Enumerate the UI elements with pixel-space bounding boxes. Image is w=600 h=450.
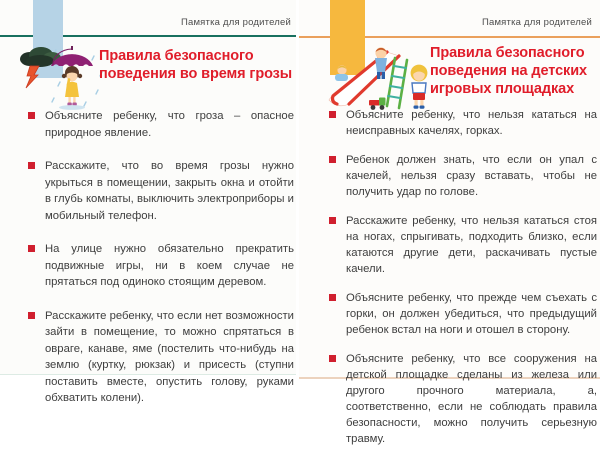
bullet-item: Объясните ребенку, что прежде чем съехать с горки, он должен убедиться, что предыдущий ребенок встал на ноги и отошел в сторону. [329,290,597,338]
bullet-square-icon [28,112,35,119]
bullet-list [28,108,294,424]
bullet-square-icon [329,294,336,301]
bullet-square-icon [28,312,35,319]
bullet-square-icon [329,111,336,118]
bullet-list [329,107,597,450]
page-title: Правила безопасного поведения на детских игровых площадках [430,45,587,97]
standing-boy-figure [411,65,428,109]
bullet-square-icon [329,156,336,163]
bullet-item: Расскажите ребенку, что если нет возможности зайти в помещение, то можно спрятаться в овраге, канаве, яме (постелить что-нибудь на землю (куртку, рюкзак) и присесть (ступни поставить вместе, опустить голову, руками обхватить колени). [28,308,294,407]
girl-figure [59,66,85,110]
bullet-item: Расскажите, что во время грозы нужно укрыться в помещении, закрыть окна и отойти в глубь комнаты, выключить электроприборы и мобильный телефон. [28,158,294,224]
bullet-square-icon [28,245,35,252]
bullet-square-icon [329,217,336,224]
bullet-item: Ребенок должен знать, что если он упал с качелей, нельзя сразу вставать, чтобы не получить удар по голове. [329,152,597,200]
page-header-label: Памятка для родителей [481,17,592,28]
page-title: Правила безопасного поведения во время грозы [99,48,293,82]
bullet-item: Объясните ребенку, что нельзя кататься на неисправных качелях, горках. [329,107,597,139]
memo-page-thunderstorm [0,0,296,404]
bullet-item: Объясните ребенку, что все сооружения на детской площадке сделаны из железа или другого прочного материала, а, соответственно, если не соблюдать правила безопасности, можно получить серьезную травму. [329,351,597,447]
sliding-kid-figure [335,65,348,81]
storm-girl-illustration [16,42,108,116]
memo-page-playground [299,0,600,445]
bullet-square-icon [329,355,336,362]
lightning-icon [26,66,39,88]
page-header-label: Памятка для родителей [180,17,291,28]
bullet-item: На улице нужно обязательно прекратить подвижные игры, ни в коем случае не прятаться под одиноко стоящим деревом. [28,241,294,291]
bullet-item: Расскажите ребенку, что нельзя кататься стоя на ногах, спрыгивать, подходить близко, если катаются другие дети, раскачивать пустые качели. [329,213,597,277]
bullet-square-icon [28,162,35,169]
bullet-item: Объясните ребенку, что гроза – опасное природное явление. [28,108,294,141]
playground-slide-illustration [323,46,441,116]
